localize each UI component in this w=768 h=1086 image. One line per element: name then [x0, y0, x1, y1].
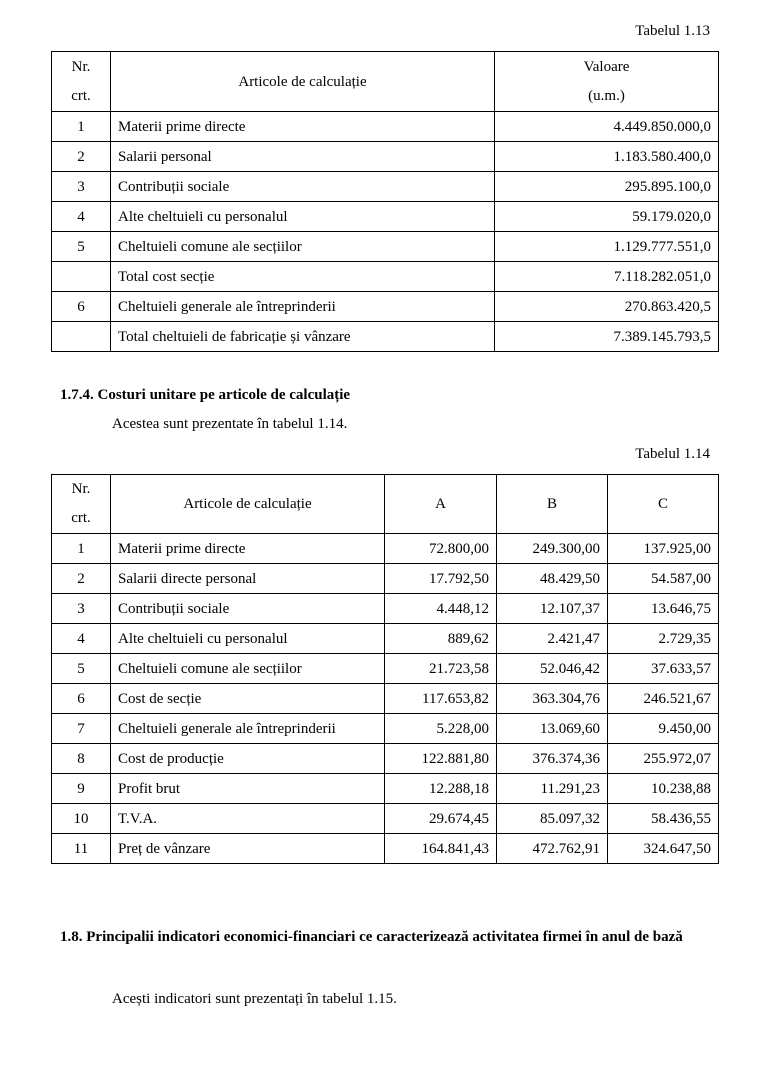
table-row — [52, 684, 719, 714]
table14-header-c: C — [608, 475, 719, 534]
row-number: 7 — [52, 714, 111, 744]
row-value-b: 376.374,36 — [497, 744, 608, 774]
row-number: 5 — [52, 654, 111, 684]
table13-caption: Tabelul 1.13 — [635, 23, 710, 39]
row-value-b: 85.097,32 — [497, 804, 608, 834]
table-row — [52, 142, 719, 172]
row-value-b: 363.304,76 — [497, 684, 608, 714]
header-nr-line2: crt. — [71, 87, 91, 104]
row-value-a: 29.674,45 — [385, 804, 497, 834]
row-value-b: 12.107,37 — [497, 594, 608, 624]
table-row — [52, 624, 719, 654]
row-value-b: 48.429,50 — [497, 564, 608, 594]
row-value-a: 4.448,12 — [385, 594, 497, 624]
row-value-a: 117.653,82 — [385, 684, 497, 714]
row-label: Alte cheltuieli cu personalul — [111, 624, 385, 654]
row-value-c: 58.436,55 — [608, 804, 719, 834]
row-number: 1 — [52, 534, 111, 564]
row-label: Cost de secție — [111, 684, 385, 714]
table13 — [51, 51, 719, 352]
row-number: 2 — [52, 564, 111, 594]
table14-header-b: B — [497, 475, 608, 534]
row-number: 9 — [52, 774, 111, 804]
table-row — [52, 594, 719, 624]
table14 — [51, 474, 719, 864]
row-number: 4 — [52, 202, 111, 232]
header-nr-line2: crt. — [71, 510, 91, 526]
table-row — [52, 292, 719, 322]
row-value-a: 164.841,43 — [385, 834, 497, 864]
row-number: 11 — [52, 834, 111, 864]
row-value-c: 37.633,57 — [608, 654, 719, 684]
table-row — [52, 804, 719, 834]
row-value: 1.129.777.551,0 — [495, 232, 719, 262]
table13-header-articole: Articole de calculație — [111, 52, 495, 112]
row-number: 3 — [52, 172, 111, 202]
section-174-paragraph: Acestea sunt prezentate în tabelul 1.14. — [112, 416, 348, 432]
row-value-c: 13.646,75 — [608, 594, 719, 624]
row-value-a: 21.723,58 — [385, 654, 497, 684]
row-number: 6 — [52, 684, 111, 714]
row-value-a: 5.228,00 — [385, 714, 497, 744]
row-label: Preț de vânzare — [111, 834, 385, 864]
table-row — [52, 172, 719, 202]
table-row — [52, 202, 719, 232]
row-label: Cost de producție — [111, 744, 385, 774]
row-number: 2 — [52, 142, 111, 172]
row-number: 10 — [52, 804, 111, 834]
table-row — [52, 564, 719, 594]
row-number — [52, 262, 111, 292]
row-value-b: 2.421,47 — [497, 624, 608, 654]
row-value-b: 52.046,42 — [497, 654, 608, 684]
row-value-c: 255.972,07 — [608, 744, 719, 774]
row-value-c: 54.587,00 — [608, 564, 719, 594]
row-label: Salarii directe personal — [111, 564, 385, 594]
header-nr-line1: Nr. — [71, 58, 91, 75]
header-nr-line1: Nr. — [71, 481, 91, 497]
row-value-c: 2.729,35 — [608, 624, 719, 654]
section-18-paragraph: Acești indicatori sunt prezentați în tabelul 1.15. — [112, 991, 397, 1007]
row-value-b: 11.291,23 — [497, 774, 608, 804]
row-number: 8 — [52, 744, 111, 774]
row-label: Cheltuieli comune ale secțiilor — [111, 232, 495, 262]
row-label: Profit brut — [111, 774, 385, 804]
row-value: 295.895.100,0 — [495, 172, 719, 202]
table-row — [52, 774, 719, 804]
row-number: 3 — [52, 594, 111, 624]
row-label: Salarii personal — [111, 142, 495, 172]
row-value-a: 12.288,18 — [385, 774, 497, 804]
header-valoare-line1: Valoare — [583, 58, 630, 75]
row-label: Cheltuieli generale ale întreprinderii — [111, 292, 495, 322]
row-value-b: 472.762,91 — [497, 834, 608, 864]
row-label: Total cost secție — [111, 262, 495, 292]
row-value-a: 889,62 — [385, 624, 497, 654]
row-label: Cheltuieli generale ale întreprinderii — [111, 714, 385, 744]
row-value-c: 10.238,88 — [608, 774, 719, 804]
row-value-a: 17.792,50 — [385, 564, 497, 594]
row-value: 1.183.580.400,0 — [495, 142, 719, 172]
row-label: Contribuții sociale — [111, 172, 495, 202]
row-number: 5 — [52, 232, 111, 262]
table-row — [52, 232, 719, 262]
row-value: 7.389.145.793,5 — [495, 322, 719, 352]
table13-header-valoare — [495, 52, 719, 112]
table13-header-nr — [52, 52, 111, 112]
row-value-a: 72.800,00 — [385, 534, 497, 564]
table-row — [52, 322, 719, 352]
table-row — [52, 262, 719, 292]
row-value: 4.449.850.000,0 — [495, 112, 719, 142]
row-number — [52, 322, 111, 352]
table-row — [52, 834, 719, 864]
row-value-a: 122.881,80 — [385, 744, 497, 774]
section-174-heading: 1.7.4. Costuri unitare pe articole de calculație — [60, 387, 351, 403]
table14-caption: Tabelul 1.14 — [635, 446, 710, 462]
row-value: 7.118.282.051,0 — [495, 262, 719, 292]
row-value: 59.179.020,0 — [495, 202, 719, 232]
table14-header-nr — [52, 475, 111, 534]
row-value-c: 246.521,67 — [608, 684, 719, 714]
row-label: Contribuții sociale — [111, 594, 385, 624]
table-row — [52, 744, 719, 774]
header-valoare-line2: (u.m.) — [588, 87, 625, 104]
table14-header-a: A — [385, 475, 497, 534]
table-row — [52, 654, 719, 684]
row-label: Materii prime directe — [111, 112, 495, 142]
row-label: T.V.A. — [111, 804, 385, 834]
table14-header-articole: Articole de calculație — [111, 475, 385, 534]
row-value-b: 13.069,60 — [497, 714, 608, 744]
row-value-c: 324.647,50 — [608, 834, 719, 864]
row-value-c: 9.450,00 — [608, 714, 719, 744]
row-number: 4 — [52, 624, 111, 654]
row-label: Alte cheltuieli cu personalul — [111, 202, 495, 232]
row-label: Cheltuieli comune ale secțiilor — [111, 654, 385, 684]
row-label: Materii prime directe — [111, 534, 385, 564]
table-row — [52, 112, 719, 142]
section-18-heading: 1.8. Principalii indicatori economici-financiari ce caracterizează activitatea firmei în anul de bază — [60, 929, 683, 945]
row-number: 6 — [52, 292, 111, 322]
row-label: Total cheltuieli de fabricație și vânzare — [111, 322, 495, 352]
row-value-c: 137.925,00 — [608, 534, 719, 564]
table-row — [52, 714, 719, 744]
row-number: 1 — [52, 112, 111, 142]
row-value-b: 249.300,00 — [497, 534, 608, 564]
row-value: 270.863.420,5 — [495, 292, 719, 322]
table-row — [52, 534, 719, 564]
